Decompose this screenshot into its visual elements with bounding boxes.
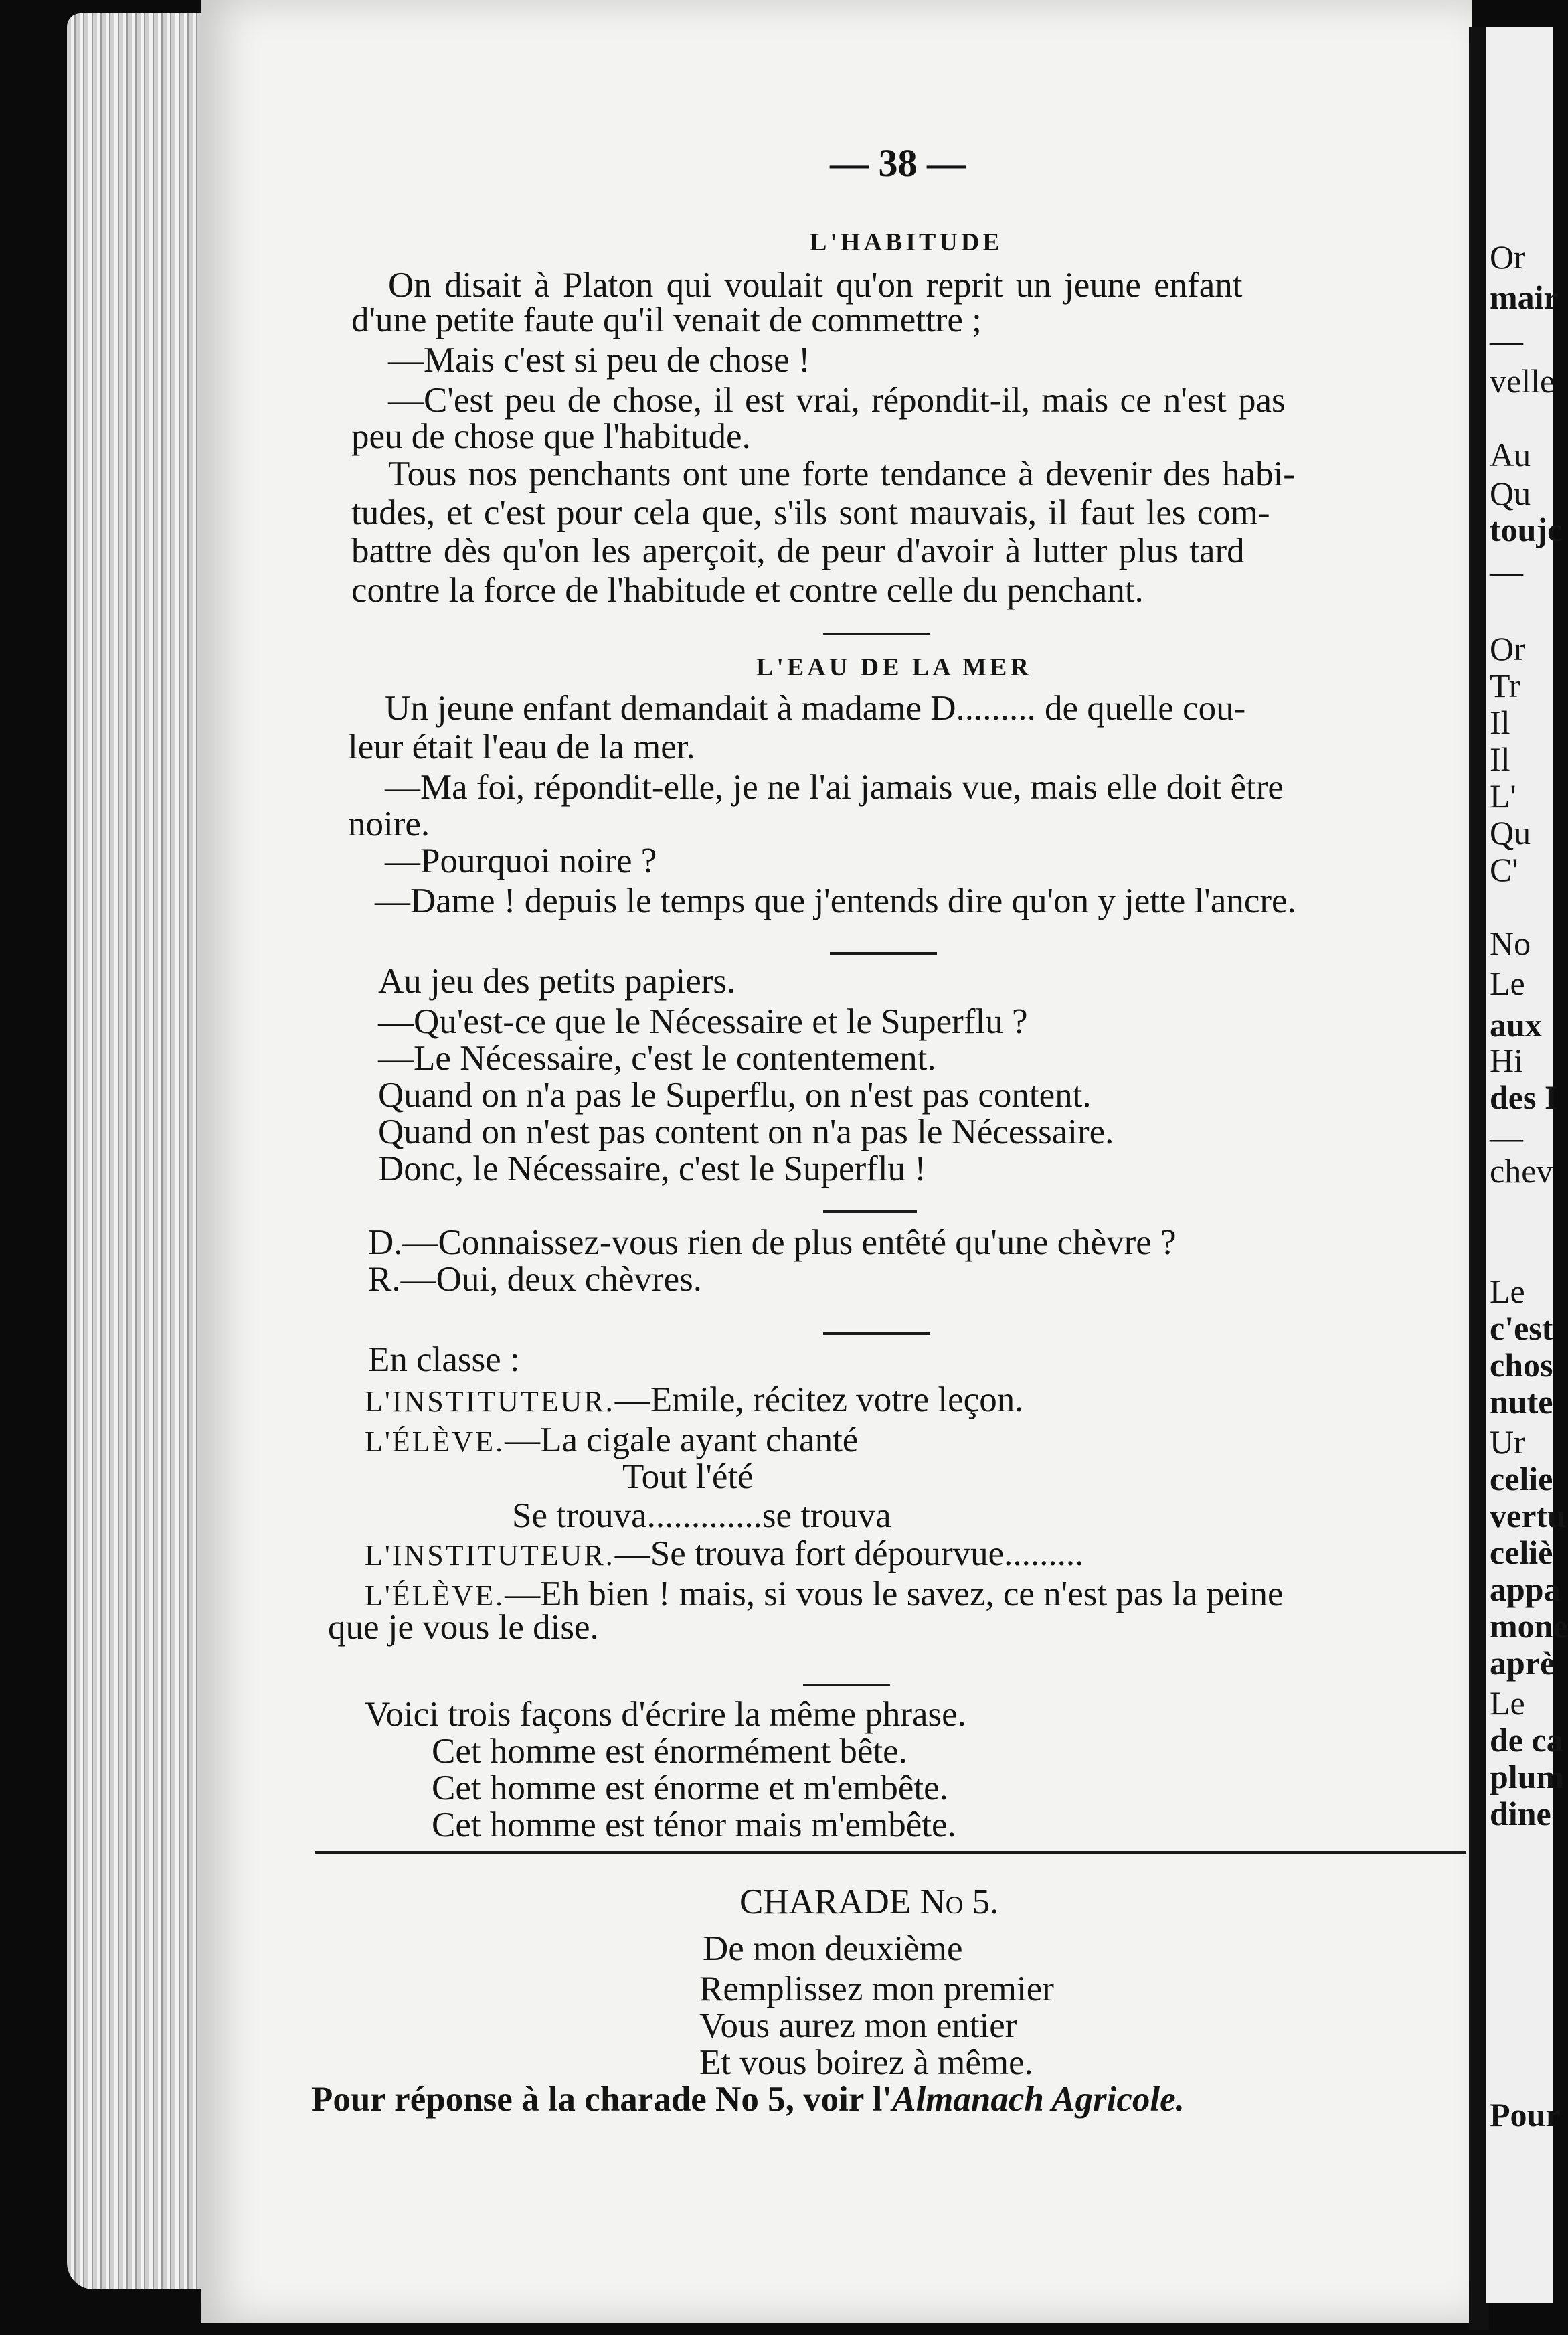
text-line: R.—Oui, deux chèvres. <box>368 1260 702 1299</box>
next-page-text: celie <box>1490 1460 1553 1498</box>
text-line: Cet homme est ténor mais m'embête. <box>432 1805 956 1844</box>
text-line: D.—Connaissez-vous rien de plus entêté qu'une chèvre ? <box>368 1223 1177 1262</box>
text-line: —Qu'est-ce que le Nécessaire et le Superflu ? <box>378 1002 1028 1041</box>
speaker-instituteur: L'INSTITUTEUR. <box>365 1539 615 1572</box>
text-line: battre dès qu'on les aperçoit, de peur d'avoir à lutter plus tard <box>351 532 1245 570</box>
next-page-text: Le <box>1490 965 1525 1002</box>
next-page-text: L' <box>1490 777 1516 815</box>
separator <box>823 633 930 635</box>
next-page-text: Il <box>1490 704 1510 741</box>
dialogue-text: —Se trouva fort dépourvue......... <box>614 1534 1084 1573</box>
text-line: que je vous le dise. <box>328 1608 599 1647</box>
section-title-habitude: L'HABITUDE <box>810 228 1003 256</box>
next-page-text: Pour <box>1490 2096 1561 2133</box>
next-page-text: toujc <box>1490 511 1563 548</box>
text-line: leur était l'eau de la mer. <box>348 728 695 767</box>
dialogue-text: —Emile, récitez votre leçon. <box>614 1380 1024 1419</box>
next-page-text: — <box>1490 1119 1523 1156</box>
next-page-text: C' <box>1490 851 1518 888</box>
separator <box>830 952 937 955</box>
text-line: Vous aurez mon entier <box>699 2006 1017 2045</box>
text-line: noire. <box>348 805 430 843</box>
text-line: Un jeune enfant demandait à madame D......... de quelle cou- <box>385 689 1246 728</box>
dialogue-text: —La cigale ayant chanté <box>505 1421 859 1459</box>
charade-answer-prefix: Pour réponse à la charade No 5, voir l' <box>311 2080 893 2119</box>
text-line: —Le Nécessaire, c'est le contentement. <box>378 1039 936 1078</box>
next-page-text: Le <box>1490 1684 1525 1722</box>
dialogue-text: —Eh bien ! mais, si vous le savez, ce n'est pas la peine <box>505 1575 1284 1613</box>
next-page-text: plum <box>1490 1758 1565 1795</box>
text-line: Et vous boirez à même. <box>699 2043 1033 2082</box>
next-page-text: Il <box>1490 740 1510 778</box>
dialogue-line <box>365 1382 1023 1418</box>
separator <box>823 1210 917 1213</box>
charade-answer-reference: Almanach Agricole. <box>892 2080 1185 2119</box>
next-page-text: vertu <box>1490 1497 1566 1534</box>
next-page-text: — <box>1490 553 1523 590</box>
speaker-eleve: L'ÉLÈVE. <box>365 1425 505 1458</box>
charade-title: CHARADE No 5. <box>739 1882 999 1921</box>
section-divider <box>315 1851 1466 1854</box>
next-page-text: des I <box>1490 1078 1558 1116</box>
text-line: d'une petite faute qu'il venait de commettre ; <box>351 301 982 339</box>
text-line: —C'est peu de chose, il est vrai, répondit-il, mais ce n'est pas <box>388 381 1286 420</box>
next-page-text: Au <box>1490 436 1531 473</box>
text-line: Quand on n'est pas content on n'a pas le Nécessaire. <box>378 1113 1114 1151</box>
next-page-text: chev <box>1490 1152 1553 1190</box>
text-line: De mon deuxième <box>703 1929 963 1968</box>
next-page-text: No <box>1490 924 1531 962</box>
separator <box>823 1332 930 1335</box>
next-page-text: Tr <box>1490 667 1520 704</box>
page-number: — 38 — <box>830 141 966 185</box>
text-line: Remplissez mon premier <box>699 1969 1054 2008</box>
dialogue-line <box>365 1536 1083 1572</box>
next-page-text: Hi <box>1490 1042 1523 1079</box>
text-line: Se trouva.............se trouva <box>512 1496 891 1535</box>
text-line: Au jeu des petits papiers. <box>378 962 736 1001</box>
charade-answer <box>311 2082 1185 2117</box>
next-page-text: celiè <box>1490 1534 1553 1571</box>
next-page-text: Ur <box>1490 1423 1525 1461</box>
next-page-text: mair <box>1490 278 1559 316</box>
text-line: Voici trois façons d'écrire la même phrase. <box>365 1695 966 1734</box>
text-line: —Dame ! depuis le temps que j'entends dire qu'on y jette l'ancre. <box>375 882 1296 920</box>
next-page-text: — <box>1490 322 1523 359</box>
next-page-text: aux <box>1490 1006 1542 1044</box>
next-page-text: nute <box>1490 1383 1553 1421</box>
separator <box>803 1684 890 1686</box>
next-page-text: mone <box>1490 1607 1568 1645</box>
text-line: —Pourquoi noire ? <box>385 841 657 880</box>
text-line: Donc, le Nécessaire, c'est le Superflu ! <box>378 1149 926 1188</box>
text-line: —Mais c'est si peu de chose ! <box>388 341 810 380</box>
next-page-text: Or <box>1490 630 1525 667</box>
next-page-text: dine <box>1490 1795 1551 1832</box>
text-line: Cet homme est énormément bête. <box>432 1732 907 1771</box>
next-page-text: Le <box>1490 1273 1525 1310</box>
text-line: —Ma foi, répondit-elle, je ne l'ai jamais vue, mais elle doit être <box>385 768 1284 807</box>
text-line: Cet homme est énorme et m'embête. <box>432 1769 948 1807</box>
dialogue-line <box>365 1577 1284 1612</box>
next-page-text: c'est <box>1490 1309 1553 1347</box>
next-page-text: Qu <box>1490 814 1531 852</box>
next-page-text: aprè <box>1490 1644 1555 1682</box>
text-line: peu de chose que l'habitude. <box>351 417 751 456</box>
text-line: tudes, et c'est pour cela que, s'ils sont mauvais, il faut les com- <box>351 493 1270 532</box>
text-line: contre la force de l'habitude et contre celle du penchant. <box>351 571 1144 610</box>
speaker-instituteur: L'INSTITUTEUR. <box>365 1385 615 1418</box>
speaker-eleve: L'ÉLÈVE. <box>365 1579 505 1612</box>
text-line: Quand on n'a pas le Superflu, on n'est pas content. <box>378 1076 1092 1115</box>
next-page-text: velle <box>1490 362 1555 400</box>
next-page-text: appa <box>1490 1571 1561 1608</box>
section-title-eau-de-la-mer: L'EAU DE LA MER <box>756 653 1032 681</box>
text-line: Tous nos penchants ont une forte tendance à devenir des habi- <box>388 455 1295 493</box>
text-line: En classe : <box>368 1340 520 1379</box>
next-page-text: Or <box>1490 238 1525 276</box>
dialogue-line <box>365 1423 858 1458</box>
next-page-text: Qu <box>1490 475 1531 512</box>
next-page-text: de ca <box>1490 1721 1563 1759</box>
text-line: Tout l'été <box>622 1457 754 1496</box>
next-page-text: chos <box>1490 1346 1553 1384</box>
text-line: On disait à Platon qui voulait qu'on reprit un jeune enfant <box>388 266 1243 305</box>
